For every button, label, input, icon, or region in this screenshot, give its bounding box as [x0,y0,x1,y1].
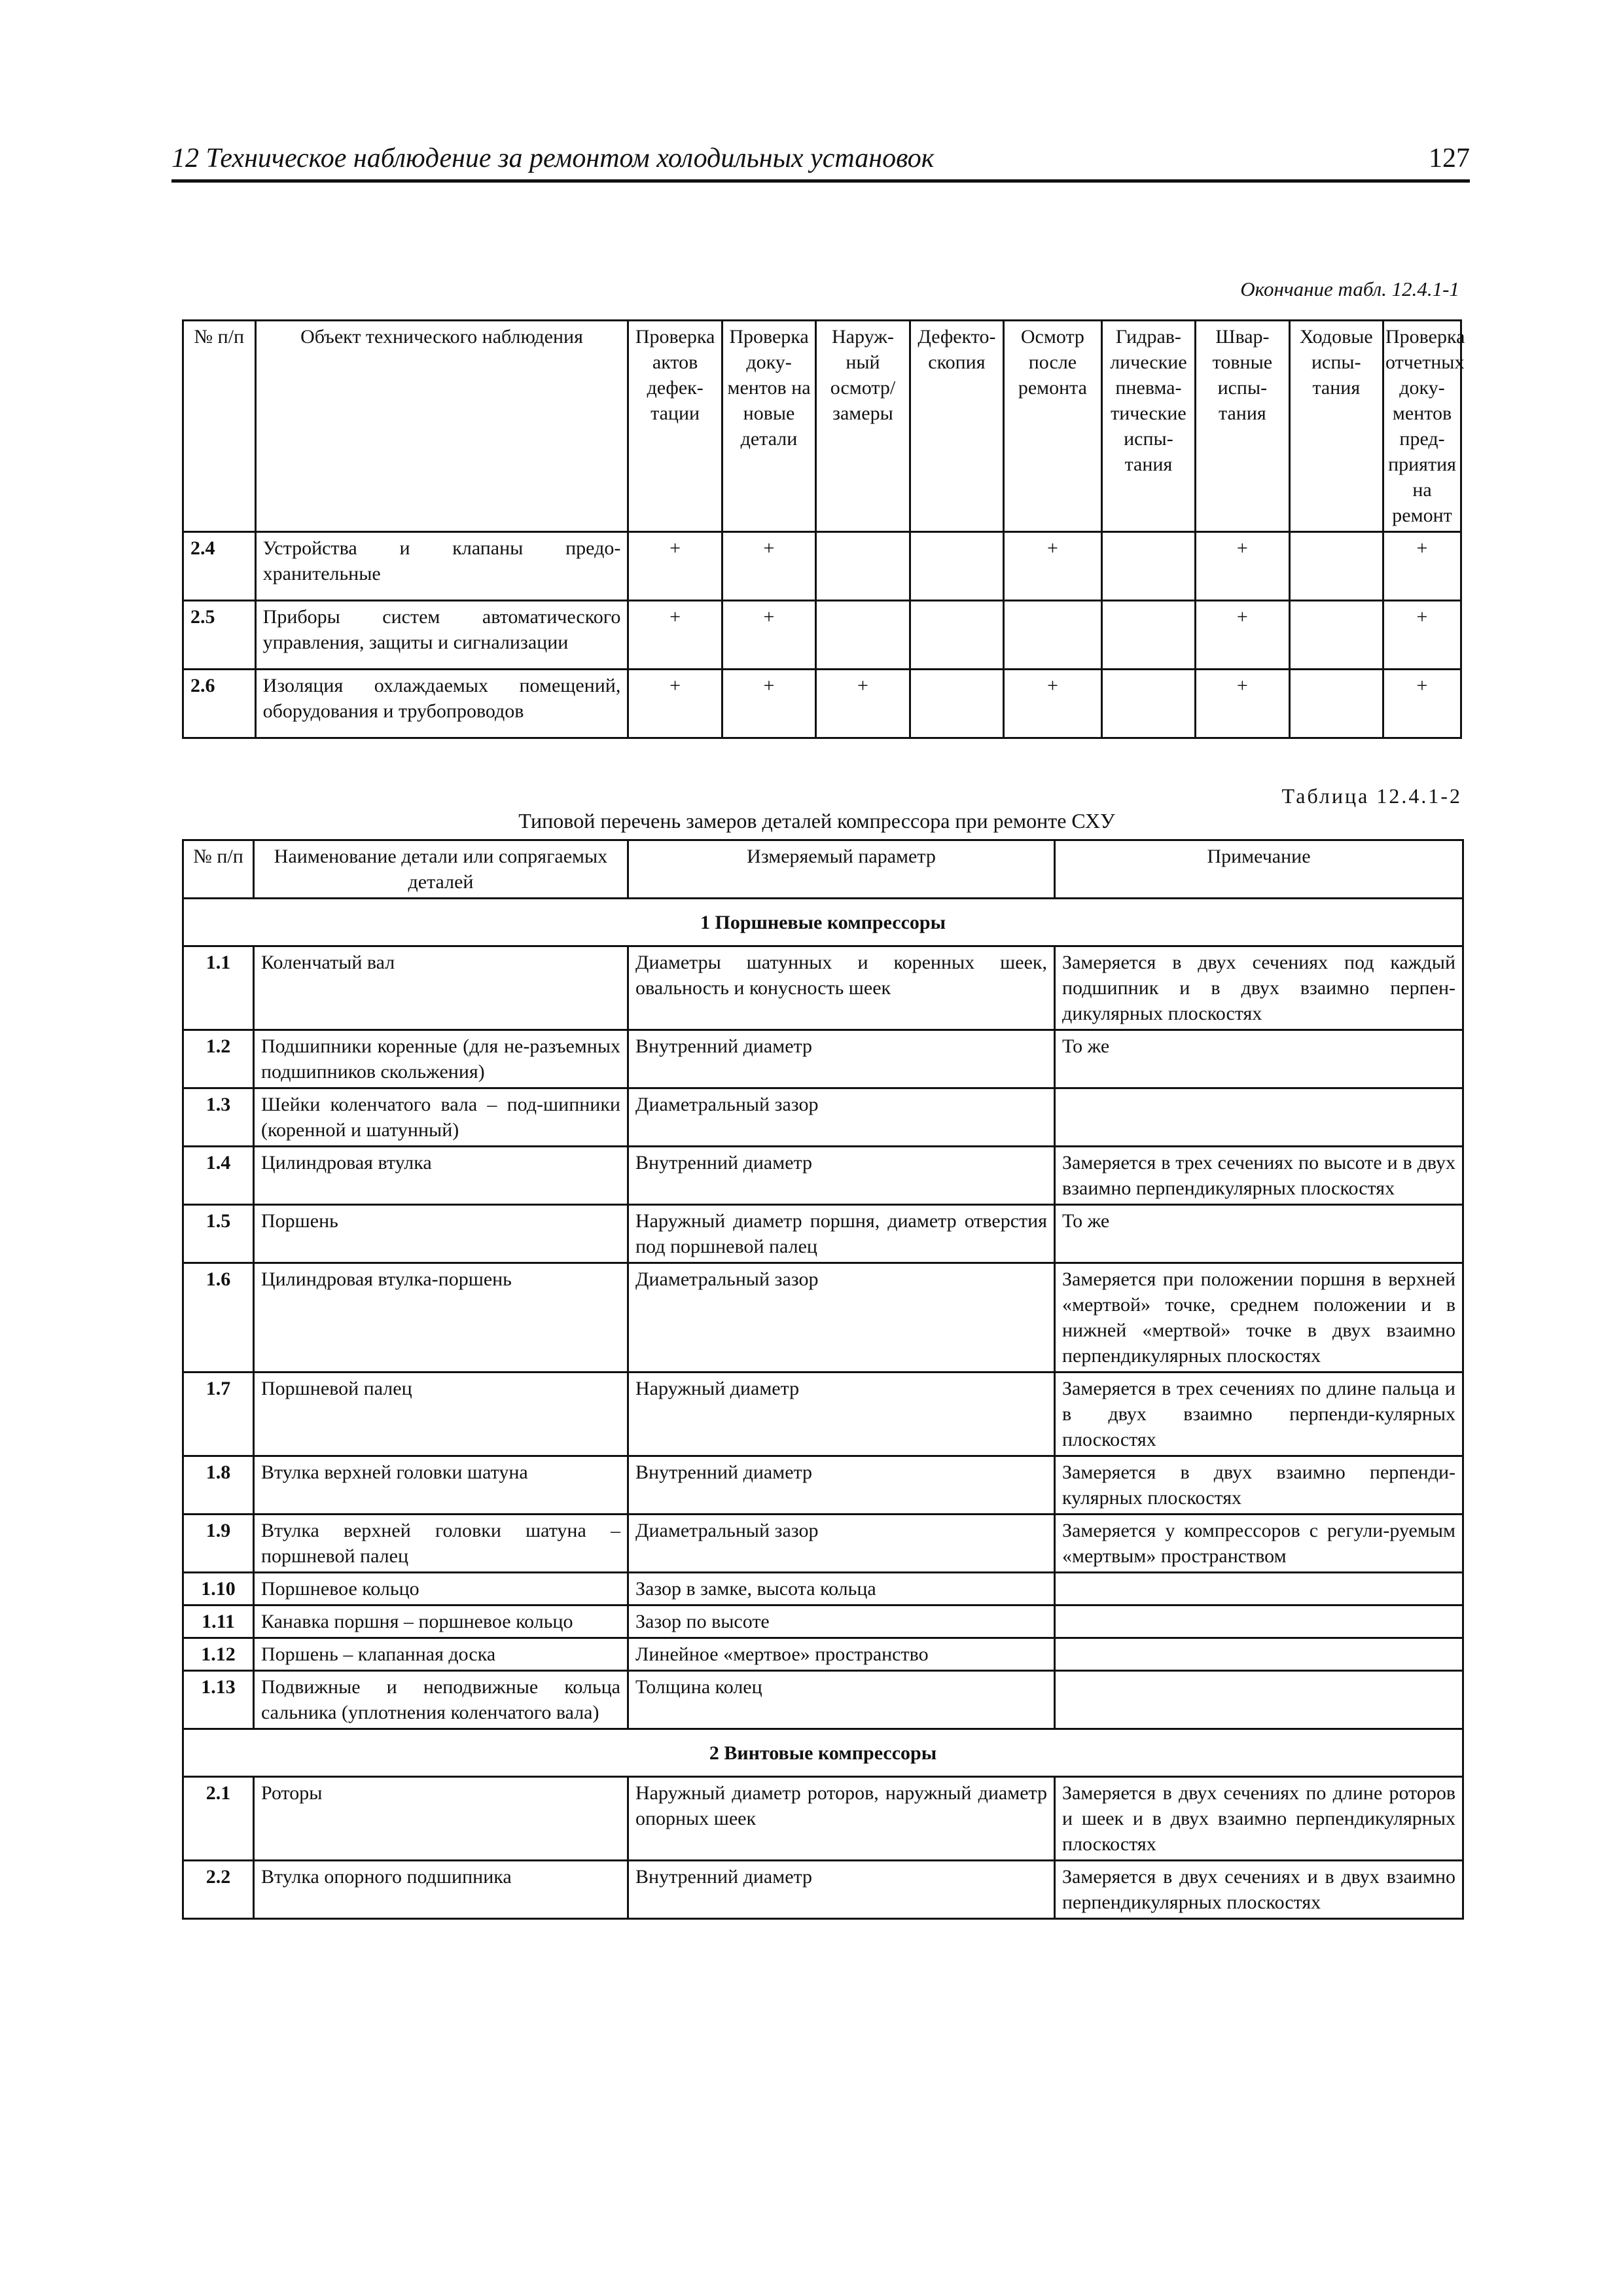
note: Замеряется в двух сечениях под каждый подшипник и в двух взаимно перпен-дикулярных плоскостях [1055,946,1463,1030]
column-header: Швар-товные испы-тания [1196,321,1289,532]
table-row [183,1573,1463,1605]
part-name: Коленчатый вал [254,946,628,1030]
measured-parameter: Наружный диаметр поршня, диаметр отверстия под поршневой палец [628,1205,1055,1263]
table-header-row [183,321,1461,532]
column-header: Осмотр после ремонта [1004,321,1102,532]
check-mark: + [1383,670,1461,738]
column-header: Измеряемый параметр [628,840,1055,899]
row-number: 1.3 [183,1088,254,1147]
note: Замеряется в трех сечениях по длине пальца и в двух взаимно перпенди-кулярных плоскостях [1055,1372,1463,1456]
check-mark [1289,601,1383,670]
object-name: Приборы систем автоматического управления, защиты и сигнализации [255,601,628,670]
measured-parameter: Наружный диаметр [628,1372,1055,1456]
table-row [183,532,1461,601]
measured-parameter: Диаметры шатунных и коренных шеек, овальность и конусность шеек [628,946,1055,1030]
measured-parameter: Диаметральный зазор [628,1263,1055,1372]
chapter-title: 12 Техническое наблюдение за ремонтом холодильных установок [171,143,935,173]
page-number: 127 [1429,143,1470,173]
table-title: Типовой перечень замеров деталей компрессора при ремонте СХУ [518,809,1115,833]
section-title: 1 Поршневые компрессоры [183,899,1463,946]
check-mark: + [628,670,722,738]
column-header: Гидрав-лические пневма-тические испы-тания [1101,321,1195,532]
table-row [183,1515,1463,1573]
column-header: Ходовые испы-тания [1289,321,1383,532]
check-mark: + [1196,532,1289,601]
check-mark [816,532,910,601]
check-mark: + [628,601,722,670]
measured-parameter: Внутренний диаметр [628,1147,1055,1205]
row-number: 1.10 [183,1573,254,1605]
note [1055,1671,1463,1729]
row-number: 1.13 [183,1671,254,1729]
part-name: Цилиндровая втулка-поршень [254,1263,628,1372]
measured-parameter: Наружный диаметр роторов, наружный диаметр опорных шеек [628,1777,1055,1861]
part-name: Шейки коленчатого вала – под-шипники (коренной и шатунный) [254,1088,628,1147]
table-row [183,1205,1463,1263]
note: Замеряется в двух взаимно перпенди-кулярных плоскостях [1055,1456,1463,1515]
column-header: Наруж-ный осмотр/ замеры [816,321,910,532]
check-mark [1101,532,1195,601]
check-mark: + [628,532,722,601]
row-number: 1.2 [183,1030,254,1088]
row-number: 2.4 [183,532,256,601]
table-row [183,1263,1463,1372]
row-number: 1.11 [183,1605,254,1638]
note: То же [1055,1030,1463,1088]
table-row [183,946,1463,1030]
table-row [183,1605,1463,1638]
table-row [183,1671,1463,1729]
row-number: 1.4 [183,1147,254,1205]
column-header: № п/п [183,321,256,532]
table-row [183,1638,1463,1671]
table-row [183,1861,1463,1919]
part-name: Втулка верхней головки шатуна – поршневой палец [254,1515,628,1573]
column-header: Примечание [1055,840,1463,899]
note: Замеряется при положении поршня в верхней «мертвой» точке, среднем положении и в нижней «мертвой» точке в двух взаимно перпендикулярных плоскостях [1055,1263,1463,1372]
row-number: 2.1 [183,1777,254,1861]
note: Замеряется в двух сечениях по длине роторов и шеек и в двух взаимно перпендикулярных плоскостях [1055,1777,1463,1861]
check-mark [1101,601,1195,670]
measured-parameter: Внутренний диаметр [628,1030,1055,1088]
part-name: Подшипники коренные (для не-разъемных подшипников скольжения) [254,1030,628,1088]
check-mark: + [1004,532,1102,601]
check-mark [1289,670,1383,738]
measured-parameter: Толщина колец [628,1671,1055,1729]
check-mark: + [722,532,815,601]
note: То же [1055,1205,1463,1263]
part-name: Подвижные и неподвижные кольца сальника (уплотнения коленчатого вала) [254,1671,628,1729]
check-mark: + [1196,601,1289,670]
section-row [183,899,1463,946]
column-header: Объект технического наблюдения [255,321,628,532]
row-number: 1.5 [183,1205,254,1263]
part-name: Роторы [254,1777,628,1861]
row-number: 2.6 [183,670,256,738]
table-header-row [183,840,1463,899]
check-mark: + [816,670,910,738]
part-name: Втулка опорного подшипника [254,1861,628,1919]
column-header: Проверка отчетных доку-ментов пред-приятия на ремонт [1383,321,1461,532]
part-name: Втулка верхней головки шатуна [254,1456,628,1515]
note [1055,1573,1463,1605]
page-header [171,140,1470,183]
column-header: Проверка актов дефек-тации [628,321,722,532]
check-mark [910,532,1003,601]
measured-parameter: Зазор по высоте [628,1605,1055,1638]
check-mark: + [722,601,815,670]
part-name: Цилиндровая втулка [254,1147,628,1205]
part-name: Поршневое кольцо [254,1573,628,1605]
row-number: 1.8 [183,1456,254,1515]
note [1055,1605,1463,1638]
measured-parameter: Внутренний диаметр [628,1456,1055,1515]
note [1055,1638,1463,1671]
check-mark: + [1196,670,1289,738]
column-header: № п/п [183,840,254,899]
measured-parameter: Диаметральный зазор [628,1088,1055,1147]
note: Замеряется в двух сечениях и в двух взаимно перпендикулярных плоскостях [1055,1861,1463,1919]
part-name: Канавка поршня – поршневое кольцо [254,1605,628,1638]
column-header: Проверка доку-ментов на новые детали [722,321,815,532]
part-name: Поршень [254,1205,628,1263]
check-mark [1101,670,1195,738]
table-row [183,1372,1463,1456]
measured-parameter: Внутренний диаметр [628,1861,1055,1919]
row-number: 1.12 [183,1638,254,1671]
note: Замеряется в трех сечениях по высоте и в двух взаимно перпендикулярных плоскостях [1055,1147,1463,1205]
part-name: Поршневой палец [254,1372,628,1456]
table-label: Таблица 12.4.1-2 [1281,784,1462,808]
check-mark: + [1004,670,1102,738]
column-header: Наименование детали или сопрягаемых деталей [254,840,628,899]
object-name: Устройства и клапаны предо-хранительные [255,532,628,601]
row-number: 1.6 [183,1263,254,1372]
note [1055,1088,1463,1147]
check-mark [1004,601,1102,670]
note: Замеряется у компрессоров с регули-руемым «мертвым» пространством [1055,1515,1463,1573]
section-row [183,1729,1463,1777]
measured-parameter: Диаметральный зазор [628,1515,1055,1573]
table-continuation-note: Окончание табл. 12.4.1-1 [1240,278,1459,300]
check-mark: + [722,670,815,738]
check-mark [910,670,1003,738]
check-mark [1289,532,1383,601]
check-mark [816,601,910,670]
check-mark [910,601,1003,670]
table-row [183,1777,1463,1861]
part-name: Поршень – клапанная доска [254,1638,628,1671]
measured-parameter: Линейное «мертвое» пространство [628,1638,1055,1671]
table-row [183,1088,1463,1147]
object-name: Изоляция охлаждаемых помещений, оборудования и трубопроводов [255,670,628,738]
table-row [183,1030,1463,1088]
row-number: 1.7 [183,1372,254,1456]
table-row [183,601,1461,670]
column-header: Дефекто-скопия [910,321,1003,532]
check-mark: + [1383,532,1461,601]
table-row [183,1456,1463,1515]
measurements-table [182,839,1464,1920]
measured-parameter: Зазор в замке, высота кольца [628,1573,1055,1605]
row-number: 1.9 [183,1515,254,1573]
row-number: 2.2 [183,1861,254,1919]
check-mark: + [1383,601,1461,670]
inspection-table [182,319,1465,739]
row-number: 2.5 [183,601,256,670]
table-row [183,670,1461,738]
table-row [183,1147,1463,1205]
section-title: 2 Винтовые компрессоры [183,1729,1463,1777]
row-number: 1.1 [183,946,254,1030]
